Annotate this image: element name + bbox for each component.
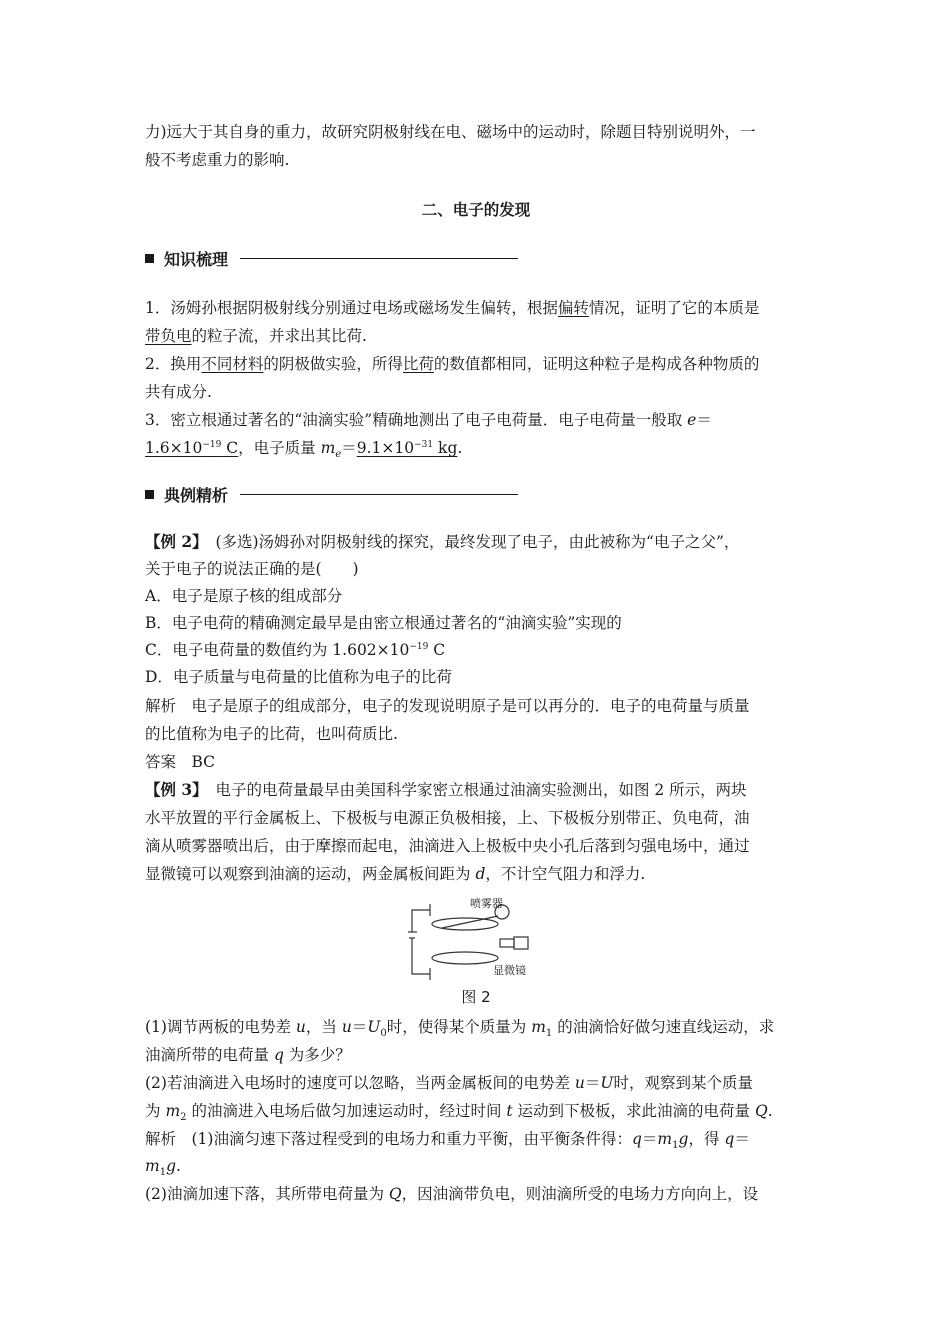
question-1-line-1: (1)调节两板的电势差 u，当 $u=U_0$时，使得某个质量为 $m_1$ 的油滴恰好做匀速直线运动，求 (145, 1018, 775, 1040)
question-2-line-1: (2)若油滴进入电场时的速度可以忽略，当两金属板间的电势差 u＝U时，观察到某个质量 (145, 1074, 753, 1092)
example-3-stem-line-1: 【例 3】 电子的电荷量最早由美国科学家密立根通过油滴实验测出，如图 2 所示，两块 (145, 780, 747, 799)
knowledge-heading-label: 知识梳理 (164, 249, 229, 269)
option-b: B．电子电荷的精确测定最早是由密立根通过著名的“油滴实验”实现的 (145, 614, 622, 632)
heading-rule (240, 494, 518, 495)
example-3-stem-line-4: 显微镜可以观察到油滴的运动，两金属板间距为 d，不计空气阻力和浮力. (145, 865, 646, 883)
example-2-analysis-line-1: 解析 电子是原子的组成部分，电子的发现说明原子是可以再分的．电子的电荷量与质量 (145, 697, 750, 715)
question-1-line-2: 油滴所带的电荷量 q 为多少？ (145, 1046, 351, 1064)
example-2-analysis-line-2: 的比值称为电子的比荷，也叫荷质比. (145, 725, 398, 743)
question-2-line-2: 为 $m_2$ 的油滴进入电场后做匀加速运动时，经过时间 t 运动到下极板，求此油滴的电荷量 Q. (145, 1102, 773, 1124)
answer-blank: 不同材料 (201, 355, 264, 373)
example-2-stem-line-2: 关于电子的说法正确的是( ) (145, 560, 359, 578)
option-c: C．电子电荷量的数值约为 $1.602\times 10^{-19}$ C (145, 641, 446, 659)
examples-heading (145, 482, 518, 506)
knowledge-item-1-line-2: 带负电的粒子流，并求出其比荷. (145, 327, 367, 345)
upper-plate (432, 918, 498, 930)
option-d: D．电子质量与电荷量的比值称为电子的比荷 (145, 668, 452, 686)
knowledge-item-3-line-2: $1.6\times 10^{-19}$ C，电子质量 $m_e=9.1\times 10^{-31}$ kg. (145, 439, 463, 461)
example-3-stem-line-2: 水平放置的平行金属板上、下极板与电源正负极相接，上、下极板分别带正、负电荷，油 (145, 809, 750, 827)
example-label: 【例 2】 (145, 532, 200, 551)
intro-line-2: 般不考虑重力的影响. (145, 151, 290, 169)
square-bullet-icon (145, 490, 154, 499)
knowledge-heading (145, 246, 518, 270)
knowledge-item-2-line-2: 共有成分. (145, 383, 212, 401)
section-title: 二、电子的发现 (421, 201, 531, 219)
answer-blank: 带负电 (145, 327, 192, 345)
answer-blank: 比荷 (402, 355, 434, 373)
solution-line-3: (2)油滴加速下落，其所带电荷量为 Q，因油滴带负电，则油滴所受的电场力方向向上，设 (145, 1185, 759, 1203)
examples-heading-label: 典例精析 (164, 485, 229, 505)
upper-wire (412, 910, 430, 932)
solution-line-1: 解析 (1)油滴匀速下落过程受到的电场力和重力平衡，由平衡条件得：$q=m_1g$，得 q＝ (145, 1130, 750, 1152)
sprayer-label: 喷雾器 (470, 897, 503, 910)
lower-plate (432, 952, 498, 964)
square-bullet-icon (145, 254, 154, 263)
answer-blank: $1.6\times 10^{-19}$ C (145, 439, 239, 457)
example-label: 【例 3】 (145, 780, 200, 799)
example-2-answer: 答案 BC (145, 753, 216, 771)
answer-blank: $9.1\times 10^{-31}$ kg (356, 439, 458, 457)
microscope-eyepiece (500, 939, 514, 947)
lower-wire (412, 938, 430, 974)
option-a: A．电子是原子核的组成部分 (145, 587, 343, 605)
solution-line-2: $m_1g$. (145, 1157, 181, 1179)
heading-rule (240, 258, 518, 259)
microscope-label: 显微镜 (493, 964, 526, 977)
microscope-body (514, 937, 528, 949)
knowledge-item-1-line-1: 1．汤姆孙根据阴极射线分别通过电场或磁场发生偏转，根据偏转情况，证明了它的本质是 (145, 299, 760, 317)
example-3-stem-line-3: 滴从喷雾器喷出后，由于摩擦而起电，油滴进入上极板中央小孔后落到匀强电场中，通过 (145, 837, 750, 855)
knowledge-item-3-line-1: 3．密立根通过著名的“油滴实验”精确地测出了电子电荷量．电子电荷量一般取 e＝ (145, 411, 712, 429)
knowledge-item-2-line-1: 2．换用不同材料的阴极做实验，所得比荷的数值都相同，证明这种粒子是构成各种物质的 (145, 355, 760, 373)
intro-line-1: 力)远大于其自身的重力，故研究阴极射线在电、磁场中的运动时，除题目特别说明外，一 (145, 123, 756, 141)
answer-blank: 偏转 (557, 299, 589, 317)
example-2-stem-line-1: 【例 2】 (多选)汤姆孙对阴极射线的探究，最终发现了电子，由此被称为“电子之父”， (145, 532, 740, 551)
figure-caption: 图 2 (461, 988, 491, 1006)
